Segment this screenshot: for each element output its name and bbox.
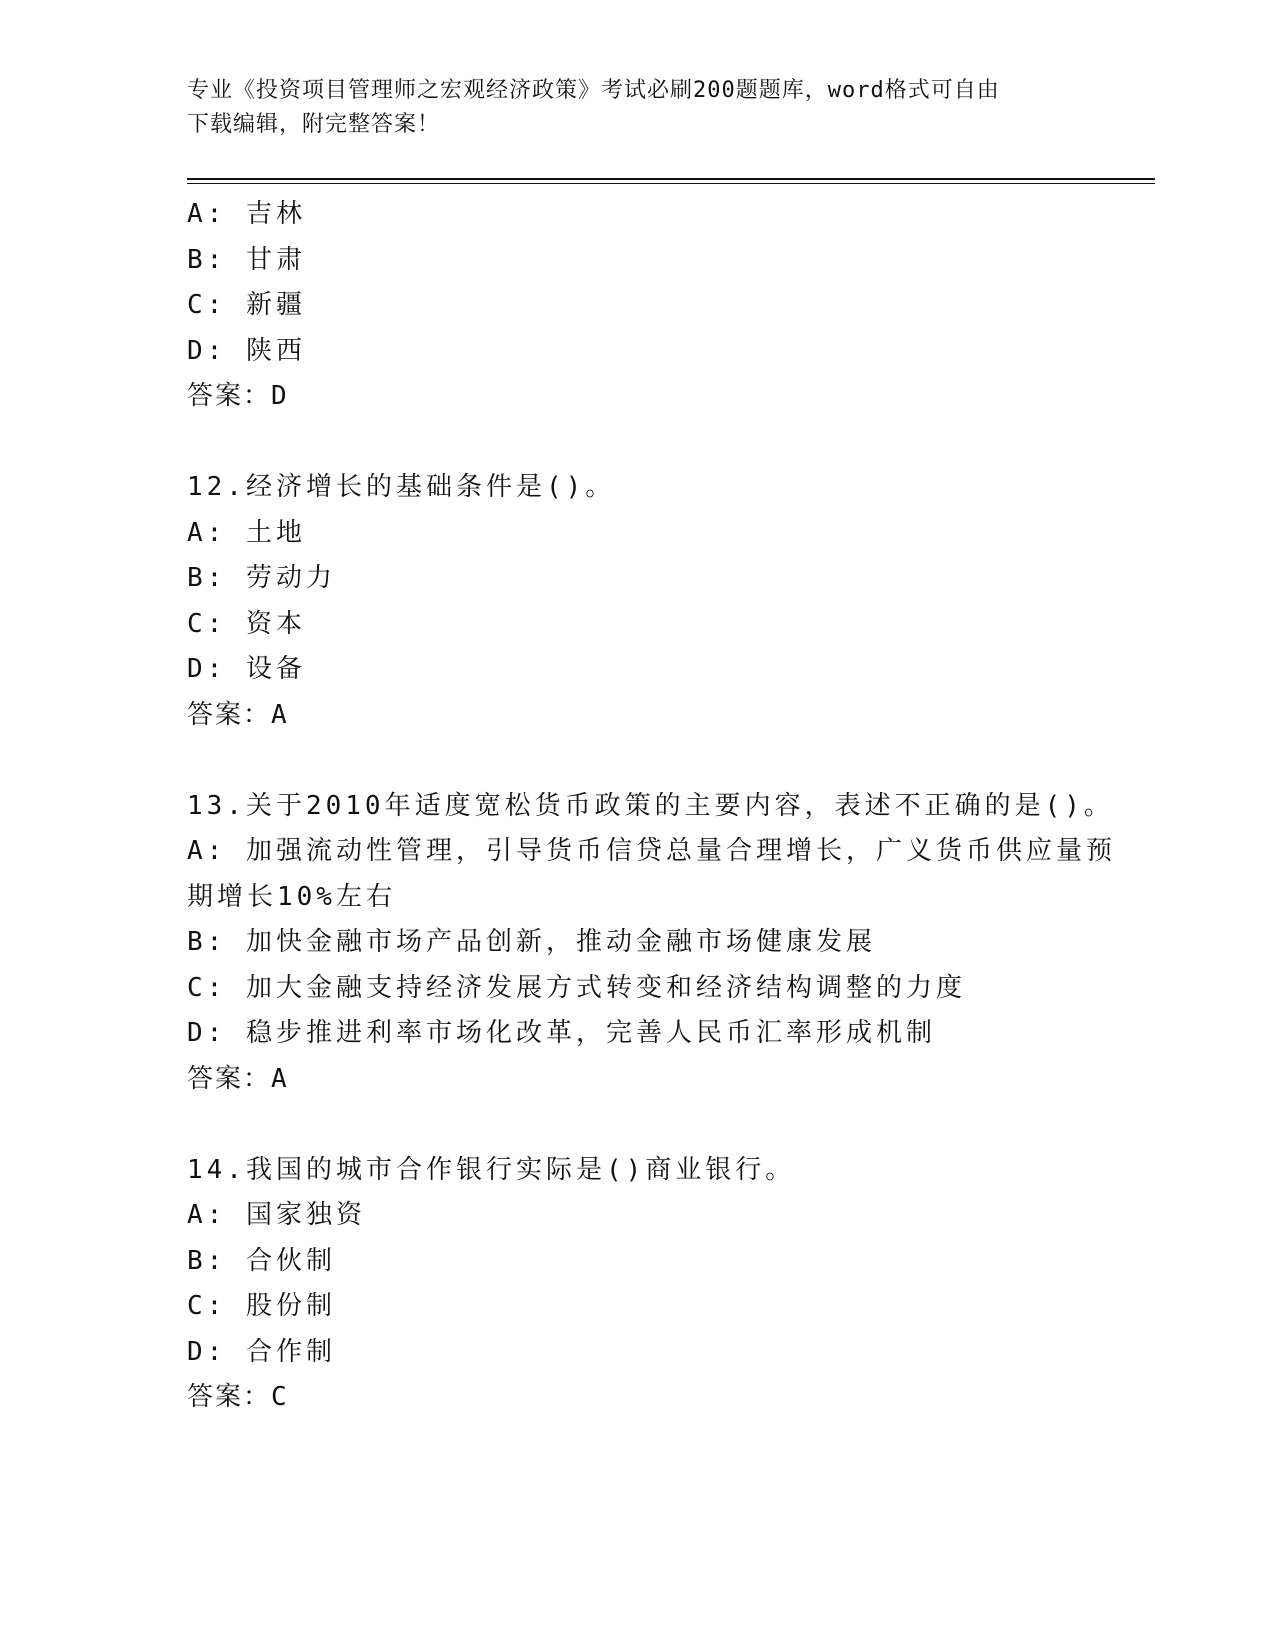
question-text: 14.我国的城市合作银行实际是()商业银行。 bbox=[187, 1154, 796, 1185]
option-d: D: 稳步推进利率市场化改革，完善人民币汇率形成机制 bbox=[187, 1018, 936, 1048]
option-b: B: 合伙制 bbox=[187, 1245, 336, 1276]
option-a: A: 土地 bbox=[187, 517, 306, 548]
answer: 答案：A bbox=[187, 1063, 289, 1094]
option-c: C: 新疆 bbox=[187, 290, 306, 320]
answer: 答案：C bbox=[187, 1382, 289, 1412]
question-13 bbox=[187, 784, 1147, 1103]
option-a: A: 国家独资 bbox=[187, 1200, 366, 1230]
option-b: B: 劳动力 bbox=[187, 563, 336, 593]
option-d: D: 设备 bbox=[187, 654, 306, 684]
option-a-continued: 期增长10%左右 bbox=[187, 881, 396, 912]
question-14 bbox=[187, 1148, 1147, 1421]
option-a: A: 吉林 bbox=[187, 199, 306, 229]
spacer bbox=[187, 420, 1147, 466]
option-d: D: 陕西 bbox=[187, 335, 306, 366]
option-b: B: 加快金融市场产品创新，推动金融市场健康发展 bbox=[187, 927, 876, 957]
option-c: C: 股份制 bbox=[187, 1291, 336, 1321]
question-text: 13.关于2010年适度宽松货币政策的主要内容，表述不正确的是()。 bbox=[187, 790, 1114, 821]
spacer bbox=[187, 1102, 1147, 1148]
option-a: A: 加强流动性管理，引导货币信贷总量合理增长，广义货币供应量预 bbox=[187, 836, 1116, 866]
question-11 bbox=[187, 192, 1147, 420]
question-text: 12.经济增长的基础条件是()。 bbox=[187, 472, 616, 502]
spacer bbox=[187, 738, 1147, 784]
answer: 答案：A bbox=[187, 699, 289, 730]
header-line-2: 下载编辑，附完整答案！ bbox=[187, 112, 441, 137]
header-rule-thin bbox=[187, 183, 1155, 184]
document-header bbox=[187, 74, 1087, 142]
option-c: C: 资本 bbox=[187, 608, 306, 639]
question-list bbox=[187, 192, 1147, 1421]
header-line-1: 专业《投资项目管理师之宏观经济政策》考试必刷200题题库，word格式可自由 bbox=[187, 78, 1000, 103]
question-12 bbox=[187, 465, 1147, 738]
header-rule-thick bbox=[187, 178, 1155, 180]
option-d: D: 合作制 bbox=[187, 1336, 336, 1367]
answer: 答案：D bbox=[187, 381, 289, 411]
option-b: B: 甘肃 bbox=[187, 244, 306, 275]
option-c: C: 加大金融支持经济发展方式转变和经济结构调整的力度 bbox=[187, 972, 966, 1003]
